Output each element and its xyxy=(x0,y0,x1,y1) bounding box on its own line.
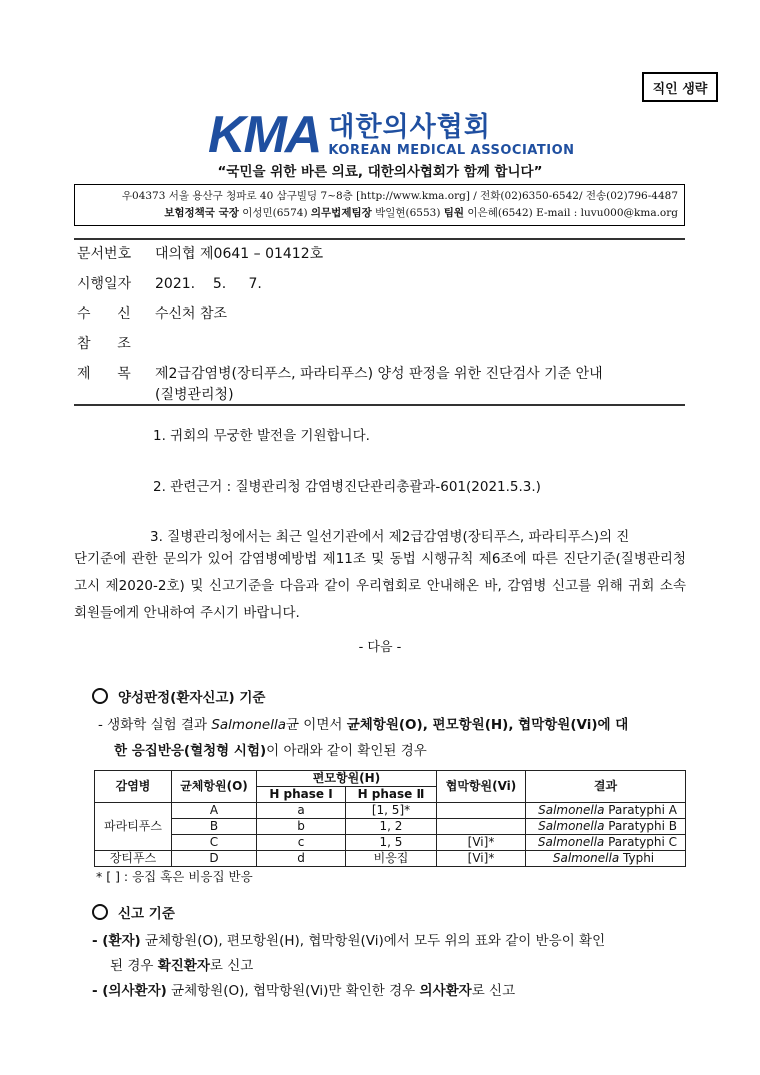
address-box xyxy=(74,184,685,226)
paragraph-3-first: 3. 질병관리청에서는 최근 일선기관에서 제2급감염병(장티푸스, 파라티푸스)의 진 xyxy=(150,529,630,545)
cell-h2: 1, 5 xyxy=(346,835,437,851)
cell-vi xyxy=(437,803,526,819)
subject-row-cont: (질병관리청) xyxy=(155,387,234,403)
logo-korean: 대한의사협회 xyxy=(328,111,491,143)
header-divider xyxy=(74,238,685,240)
criteria-line-1: - 생화학 실험 결과 Salmonella균 이면서 균체항원(O), 편모항원(H), 협막항원(Vi)에 대 xyxy=(98,717,629,733)
doc-number-row: 문서번호 대의협 제0641 – 01412호 xyxy=(77,246,324,262)
cell-o: C xyxy=(172,835,257,851)
cell-result: Salmonella Paratyphi A xyxy=(526,803,686,819)
group-cell: 파라티푸스 xyxy=(95,803,172,851)
cell-o: B xyxy=(172,819,257,835)
th-o-antigen: 균체항원(O) xyxy=(172,771,257,803)
slogan: “국민을 위한 바른 의료, 대한의사협회가 함께 합니다” xyxy=(217,164,543,180)
cell-h1: c xyxy=(257,835,346,851)
cell-result: Salmonella Typhi xyxy=(526,851,686,867)
cell-vi: [Vi]* xyxy=(437,835,526,851)
th-h-phase-2: H phase Ⅱ xyxy=(346,787,437,803)
kma-logo xyxy=(208,106,575,164)
cell-vi xyxy=(437,819,526,835)
report-item-suspected: - (의사환자) 균체항원(O), 협막항원(Vi)만 확인한 경우 의사환자로 신고 xyxy=(92,983,516,999)
subject-row: 제 목 제2급감염병(장티푸스, 파라티푸스) 양성 판정을 위한 진단검사 기준 안내 xyxy=(77,366,603,382)
cell-o: A xyxy=(172,803,257,819)
th-vi-antigen: 협막항원(Vi) xyxy=(437,771,526,803)
group-cell: 장티푸스 xyxy=(95,851,172,867)
section-report-criteria: 신고 기준 xyxy=(92,902,175,922)
seal-omitted-stamp: 직인 생략 xyxy=(642,72,718,102)
cell-h1: a xyxy=(257,803,346,819)
reference-row: 참 조 xyxy=(77,336,131,352)
report-item-patient-cont: 된 경우 확진환자로 신고 xyxy=(110,958,254,974)
report-item-patient: - (환자) 균체항원(O), 편모항원(H), 협막항원(Vi)에서 모두 위의 표와 같이 반응이 확인 xyxy=(92,933,606,949)
cell-result: Salmonella Paratyphi B xyxy=(526,819,686,835)
serotype-table xyxy=(94,770,686,867)
table-row xyxy=(95,819,686,835)
criteria-line-2: 한 응집반응(혈청형 시험)이 아래와 같이 확인된 경우 xyxy=(114,743,427,759)
paragraph-2: 2. 관련근거 : 질병관리청 감염병진단관리총괄과-601(2021.5.3.) xyxy=(153,479,541,495)
th-disease: 감염병 xyxy=(95,771,172,803)
circle-bullet-icon xyxy=(92,688,108,704)
section-positive-criteria: 양성판정(환자신고) 기준 xyxy=(92,686,265,706)
cell-vi: [Vi]* xyxy=(437,851,526,867)
th-result: 결과 xyxy=(526,771,686,803)
paragraph-3-rest: 단기준에 관한 문의가 있어 감염병예방법 제11조 및 동법 시행규칙 제6조에 따른 진단기준(질병관리청 고시 제2020-2호) 및 신고기준을 다음과 같이 우리협회로 안내해온 바, 감염병 신고를 위해 귀회 소속 회원들에게 안내하여 주시기 바랍니다. xyxy=(74,551,686,621)
cell-h2: [1, 5]* xyxy=(346,803,437,819)
table-row xyxy=(95,835,686,851)
cell-h2: 비응집 xyxy=(346,851,437,867)
cell-h2: 1, 2 xyxy=(346,819,437,835)
cell-h1: d xyxy=(257,851,346,867)
contact-line: 보험정책국 국장 이성민(6574) 의무법제팀장 박일현(6553) 팀원 이은혜(6542) E-mail : luvu000@kma.org xyxy=(164,207,678,219)
subject-divider xyxy=(74,404,685,406)
th-h-antigen: 편모항원(H) xyxy=(257,771,437,787)
logo-abbr: KMA xyxy=(208,106,321,164)
recipient-row: 수 신 수신처 참조 xyxy=(77,306,228,322)
table-row xyxy=(95,803,686,819)
circle-bullet-icon xyxy=(92,904,108,920)
table-footnote: * [ ] : 응집 혹은 비응집 반응 xyxy=(96,869,253,884)
next-marker: - 다음 - xyxy=(358,640,402,655)
address-line: 우04373 서울 용산구 청파로 40 삼구빌딩 7~8층 [http://www.kma.org] / 전화(02)6350-6542/ 전송(02)796-4487 xyxy=(121,190,678,202)
cell-result: Salmonella Paratyphi C xyxy=(526,835,686,851)
cell-o: D xyxy=(172,851,257,867)
date-row: 시행일자 2021. 5. 7. xyxy=(77,276,262,292)
paragraph-1: 1. 귀회의 무궁한 발전을 기원합니다. xyxy=(153,428,370,444)
cell-h1: b xyxy=(257,819,346,835)
logo-english: KOREAN MEDICAL ASSOCIATION xyxy=(328,142,575,158)
th-h-phase-1: H phase Ⅰ xyxy=(257,787,346,803)
table-row xyxy=(95,851,686,867)
